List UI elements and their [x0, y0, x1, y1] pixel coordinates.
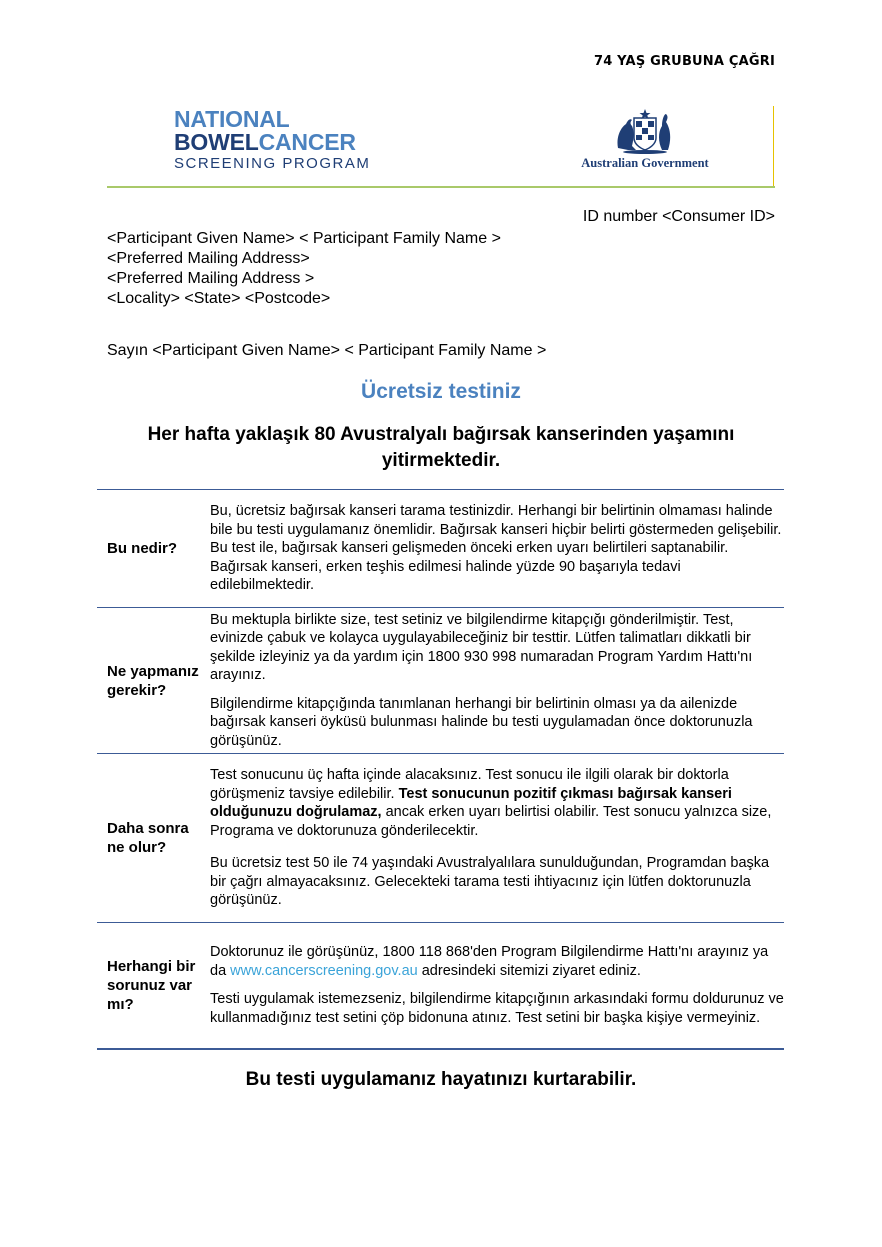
paragraph: [210, 766, 784, 840]
table-row: [97, 754, 784, 923]
consumer-id: ID number <Consumer ID>: [582, 208, 775, 225]
paragraph: [210, 943, 784, 980]
logo-line-3: SCREENING PROGRAM: [174, 155, 371, 172]
row-label: Ne yapmanız gerekir?: [107, 662, 199, 699]
website-link[interactable]: www.cancerscreening.gov.au: [230, 962, 418, 979]
text-span: Doktorunuz ile görüşünüz, 1800 118 868'den Program Bilgilendirme Hattı'nı arayınız ya da: [210, 944, 769, 979]
letter-title: Ücretsiz testiniz: [361, 380, 521, 403]
table-row: [97, 608, 784, 754]
closing-statement: Bu testi uygulamanız hayatınızı kurtarabilir.: [245, 1069, 637, 1090]
page-top-label: 74 YAŞ GRUBUNA ÇAĞRI: [593, 54, 775, 69]
address-line: <Participant Given Name> < Participant Family Name >: [107, 230, 501, 247]
row-label: Daha sonra ne olur?: [107, 820, 189, 856]
text-span: Test sonucunu üç hafta içinde alacaksınız. Test sonucu ile ilgili olarak bir doktorla görüşmeniz tavsiye edilebilir.: [210, 767, 729, 802]
letter-subtitle: Her hafta yaklaşık 80 Avustralyalı bağırsak kanserinden yaşamını yitirmektedir.: [147, 424, 735, 471]
row-content: [207, 490, 784, 608]
logo-line-2-cancer: CANCER: [258, 129, 356, 155]
row-content: [207, 923, 784, 1049]
header-divider: [107, 186, 775, 188]
paragraph: Bu ücretsiz test 50 ile 74 yaşındaki Avustralyalılara sunulduğundan, Programdan başka bir çağrı almayacaksınız. Gelecekteki tarama testi ihtiyacınız için lütfen doktorunuzla görüşünüz.: [210, 855, 770, 909]
paragraph: Bilgilendirme kitapçığında tanımlanan herhangi bir belirtinin olması ya da ailenizde bağırsak kanseri öyküsü bulunması halinde bu testi uygulamadan önce doktorunuzla görüşünüz.: [210, 695, 753, 749]
paragraph: Bu mektupla birlikte size, test setiniz ve bilgilendirme kitapçığı gönderilmiştir. Test, evinizde çabuk ve kolayca uygulayabileceğiniz bir testtir. Lütfen talimatları dikkatli bir şekilde izleyiniz ya da yardım için 1800 930 998 numaradan Program Yardım Hattı'nı arayınız.: [210, 611, 753, 684]
address-line: <Preferred Mailing Address>: [107, 250, 310, 267]
recipient-address: [107, 229, 501, 309]
government-logo-text: Australian Government: [581, 156, 709, 170]
logo-line-2-bowel: BOWEL: [174, 129, 259, 155]
paragraph: Bu, ücretsiz bağırsak kanseri tarama testinizdir. Herhangi bir belirtinin olmaması halinde bile bu testi uygulamanız önemlidir. Bağırsak kanseri hiçbir belirti göstermeden gelişebilir. Bu test ile, bağırsak kanseri gelişmeden önceki erken uyarı belirtileri saptanabilir. Bağırsak kanseri, erken teşhis edilmesi halinde yüzde 90 başarıyla tedavi edilebilmektedir.: [210, 503, 782, 594]
text-span: ancak erken uyarı belirtisi olabilir. Test sonucu yalnızca size, Programa ve doktorunuza gönderilecektir.: [210, 804, 772, 839]
table-row: [97, 923, 784, 1049]
table-row: [97, 490, 784, 608]
row-label: Bu nedir?: [107, 540, 177, 557]
coat-of-arms-icon: [610, 108, 680, 154]
row-label: Herhangi bir sorunuz var mı?: [107, 957, 196, 1013]
logo-line-2: [174, 131, 384, 154]
program-logo: [174, 108, 384, 171]
info-table: [97, 489, 784, 1050]
logo-line-1: NATIONAL: [174, 106, 290, 132]
row-content: [207, 608, 784, 754]
salutation: Sayın <Participant Given Name> < Participant Family Name >: [107, 342, 547, 359]
paragraph: Testi uygulamak istemezseniz, bilgilendirme kitapçığının arkasındaki formu doldurunuz ve kullanmadığınız test setini çöp bidonuna atınız. Test setini bir başka kişiye vermeyiniz.: [210, 991, 784, 1026]
address-line: <Locality> <State> <Postcode>: [107, 290, 331, 307]
row-content: [207, 754, 784, 923]
header-vertical-divider: [773, 106, 774, 186]
text-span: adresindeki sitemizi ziyaret ediniz.: [417, 962, 641, 979]
bold-statement: Test sonucunun pozitif çıkması bağırsak kanseri olduğunuzu doğrulamaz,: [210, 785, 732, 821]
government-logo: [570, 108, 720, 171]
address-line: <Preferred Mailing Address >: [107, 270, 315, 287]
